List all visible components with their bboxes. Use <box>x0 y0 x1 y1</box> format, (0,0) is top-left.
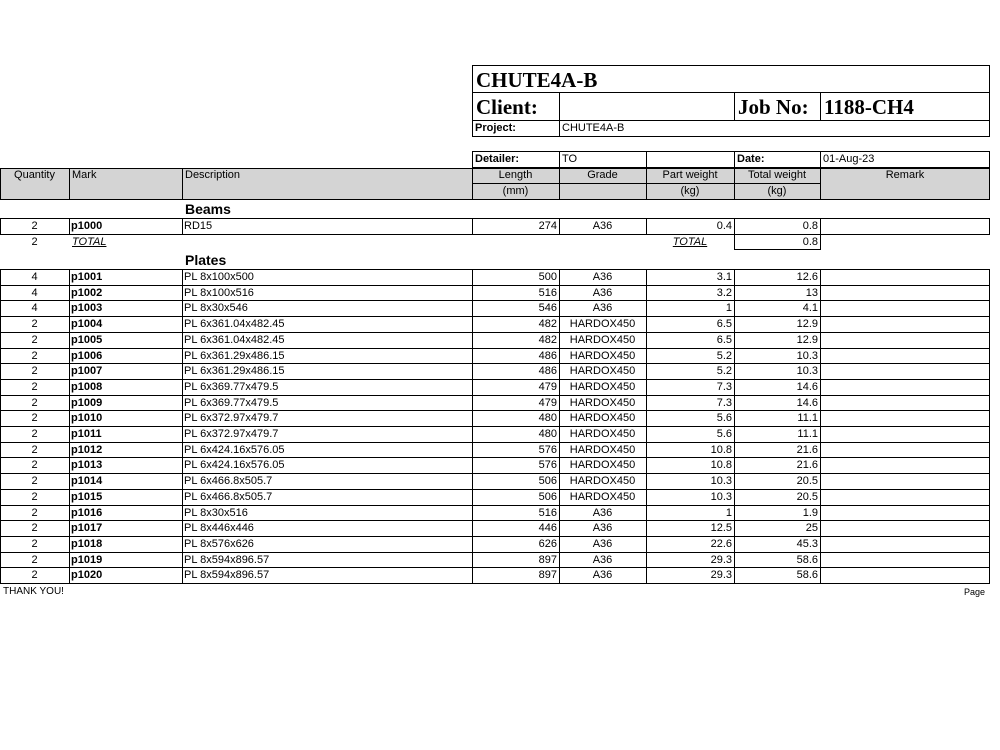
detailer-vline-2 <box>646 151 647 168</box>
cell-pw: 1 <box>725 506 732 519</box>
cell-length: 546 <box>538 302 557 315</box>
cell-tw: 4.1 <box>802 302 818 315</box>
cell-desc: PL 6x361.29x486.15 <box>184 349 285 362</box>
col-header-total-weight-unit: (kg) <box>767 185 787 197</box>
cell-length: 897 <box>538 569 557 582</box>
cell-mark: p1015 <box>71 490 103 503</box>
cell-pw: 7.3 <box>716 396 732 409</box>
cell-length: 480 <box>538 412 557 425</box>
beams-col-divider <box>820 218 821 235</box>
cell-mark: p1002 <box>71 286 103 299</box>
cell-qty: 2 <box>31 506 38 519</box>
cell-tw: 12.9 <box>796 333 818 346</box>
client-vline <box>559 92 560 136</box>
cell-qty: 2 <box>31 318 38 331</box>
cell-grade: A36 <box>592 286 613 299</box>
cell-pw: 10.3 <box>710 490 732 503</box>
cell-tw: 21.6 <box>796 443 818 456</box>
cell-grade: A36 <box>592 569 613 582</box>
cell-qty: 2 <box>31 428 38 440</box>
cell-mark: p1012 <box>71 443 103 456</box>
cell-desc: PL 8x100x516 <box>184 286 254 299</box>
cell-pw: 12.5 <box>710 522 732 535</box>
cell-mark: p1018 <box>71 537 103 550</box>
cell-pw: 10.8 <box>710 459 732 472</box>
cell-mark: p1006 <box>71 349 103 362</box>
cell-pw: 3.2 <box>716 286 732 299</box>
cell-desc: PL 6x361.29x486.15 <box>184 365 285 378</box>
cell-length: 480 <box>538 428 557 440</box>
client-label: Client: <box>476 95 538 119</box>
footer-page: Page <box>964 587 986 597</box>
project-divider <box>472 136 990 137</box>
cell-pw: 5.2 <box>716 349 732 362</box>
cell-tw: 1.9 <box>802 506 818 519</box>
footer-thank-you: THANK YOU! <box>3 586 64 597</box>
cell-pw: 29.3 <box>710 553 732 566</box>
cell-grade: HARDOX450 <box>569 412 636 425</box>
cell-qty: 2 <box>31 490 38 503</box>
cell-pw: 1 <box>725 302 732 315</box>
cell-tw: 12.6 <box>796 271 818 283</box>
cell-mark: p1011 <box>71 428 102 440</box>
document-title: CHUTE4A-B <box>476 68 598 92</box>
beams-total-label-2: TOTAL <box>672 236 708 248</box>
jobno-vline-left <box>734 92 735 120</box>
cell-pw: 10.3 <box>710 475 732 488</box>
cell-grade: HARDOX450 <box>569 380 636 393</box>
cell-tw: 20.5 <box>796 475 818 488</box>
cell-qty: 4 <box>31 271 38 283</box>
cell-grade: A36 <box>592 553 613 566</box>
cell-grade: HARDOX450 <box>569 396 636 409</box>
job-no-label: Job No: <box>738 95 809 119</box>
cell-length: 486 <box>538 349 557 362</box>
cell-qty: 2 <box>31 522 38 535</box>
cell-qty: 2 <box>31 459 38 472</box>
cell-grade: HARDOX450 <box>569 333 636 346</box>
cell-desc: RD15 <box>184 220 213 232</box>
cell-grade: HARDOX450 <box>569 318 636 331</box>
project-value: CHUTE4A-B <box>562 122 625 134</box>
cell-length: 479 <box>538 380 557 393</box>
date-value: 01-Aug-23 <box>823 153 875 165</box>
cell-qty: 2 <box>31 396 38 409</box>
cell-desc: PL 6x369.77x479.5 <box>184 396 279 409</box>
cell-desc: PL 8x30x546 <box>184 302 248 315</box>
cell-pw: 5.6 <box>716 428 732 440</box>
cell-length: 482 <box>538 333 557 346</box>
cell-mark: p1000 <box>71 220 103 232</box>
cell-desc: PL 6x424.16x576.05 <box>184 459 285 472</box>
cell-mark: p1005 <box>71 333 103 346</box>
cell-pw: 3.1 <box>716 271 732 283</box>
col-header-length: Length <box>498 169 533 181</box>
cell-length: 897 <box>538 553 557 566</box>
cell-desc: PL 6x466.8x505.7 <box>184 490 273 503</box>
cell-mark: p1016 <box>71 506 103 519</box>
cell-tw: 10.3 <box>796 365 818 378</box>
col-header-grade: Grade <box>587 169 618 181</box>
cell-grade: HARDOX450 <box>569 428 636 440</box>
cell-pw: 10.8 <box>710 443 732 456</box>
detailer-vline-4 <box>820 151 821 168</box>
detailer-row <box>472 151 990 168</box>
col-header-part-weight: Part weight <box>662 169 718 181</box>
col-header-quantity: Quantity <box>14 169 55 181</box>
cell-mark: p1007 <box>71 365 103 378</box>
cell-pw: 5.2 <box>716 365 732 378</box>
cell-desc: PL 6x369.77x479.5 <box>184 380 279 393</box>
cell-tw: 11.1 <box>797 428 818 440</box>
cell-tw: 11.1 <box>797 412 818 425</box>
cell-mark: p1013 <box>71 459 103 472</box>
col-header-remark: Remark <box>885 169 925 181</box>
detailer-value: TO <box>562 153 578 165</box>
cell-length: 576 <box>538 443 557 456</box>
cell-qty: 4 <box>31 286 38 299</box>
cell-tw: 21.6 <box>796 459 818 472</box>
cell-mark: p1001 <box>71 271 103 283</box>
cell-desc: PL 8x594x896.57 <box>184 553 270 566</box>
cell-grade: HARDOX450 <box>569 365 636 378</box>
cell-length: 486 <box>538 365 557 378</box>
beams-total-weight: 0.8 <box>802 236 818 248</box>
cell-grade: A36 <box>592 220 613 232</box>
detailer-vline-3 <box>734 151 735 168</box>
cell-qty: 2 <box>31 537 38 550</box>
col-header-part-weight-unit: (kg) <box>680 185 700 197</box>
beams-total-label: TOTAL <box>72 236 107 248</box>
cell-grade: A36 <box>592 522 613 535</box>
cell-qty: 2 <box>31 349 38 362</box>
cell-length: 446 <box>538 522 557 535</box>
cell-mark: p1017 <box>71 522 103 535</box>
cell-length: 516 <box>538 286 557 299</box>
cell-grade: A36 <box>592 537 613 550</box>
col-header-description: Description <box>185 169 241 181</box>
cell-length: 274 <box>538 220 557 232</box>
cell-tw: 25 <box>805 522 818 535</box>
cell-qty: 2 <box>31 553 38 566</box>
cell-qty: 2 <box>31 365 38 378</box>
jobno-vline-right <box>820 92 821 120</box>
cell-tw: 14.6 <box>796 396 818 409</box>
cell-tw: 13 <box>805 286 818 299</box>
cell-length: 516 <box>538 506 557 519</box>
cell-qty: 2 <box>31 412 38 425</box>
cell-pw: 7.3 <box>716 380 732 393</box>
cell-length: 626 <box>538 537 557 550</box>
col-header-mark: Mark <box>72 169 97 181</box>
cell-desc: PL 8x594x896.57 <box>184 569 270 582</box>
cell-grade: HARDOX450 <box>569 443 636 456</box>
cell-length: 506 <box>538 490 557 503</box>
cell-grade: A36 <box>592 302 613 315</box>
cell-grade: A36 <box>592 271 613 283</box>
section-title-beams: Beams <box>185 201 231 217</box>
cell-desc: PL 8x576x626 <box>184 537 254 550</box>
cell-qty: 2 <box>31 220 38 232</box>
cell-desc: PL 8x446x446 <box>184 522 254 535</box>
cell-mark: p1009 <box>71 396 103 409</box>
cell-mark: p1019 <box>71 553 103 566</box>
cell-qty: 2 <box>31 475 38 488</box>
date-label: Date: <box>737 153 765 165</box>
cell-mark: p1003 <box>71 302 103 315</box>
cell-grade: A36 <box>592 506 613 519</box>
cell-pw: 5.6 <box>716 412 732 425</box>
cell-mark: p1008 <box>71 380 103 393</box>
cell-desc: PL 8x100x500 <box>184 271 254 283</box>
cell-desc: PL 6x424.16x576.05 <box>184 443 285 456</box>
cell-mark: p1004 <box>71 318 103 331</box>
cell-tw: 45.3 <box>796 537 818 550</box>
cell-tw: 20.5 <box>796 490 818 503</box>
cell-pw: 29.3 <box>710 569 732 582</box>
cell-desc: PL 6x361.04x482.45 <box>184 318 285 331</box>
cell-pw: 22.6 <box>710 537 732 550</box>
detailer-label: Detailer: <box>475 153 520 165</box>
cell-desc: PL 6x372.97x479.7 <box>184 428 279 440</box>
cell-desc: PL 8x30x516 <box>184 506 248 519</box>
cell-tw: 0.8 <box>802 220 818 232</box>
cell-tw: 12.9 <box>796 318 818 331</box>
cell-pw: 0.4 <box>716 220 732 232</box>
cell-length: 479 <box>538 396 557 409</box>
cell-mark: p1020 <box>71 569 103 582</box>
cell-grade: HARDOX450 <box>569 475 636 488</box>
cell-desc: PL 6x372.97x479.7 <box>184 412 279 425</box>
cell-tw: 58.6 <box>796 553 818 566</box>
beams-total-qty: 2 <box>31 236 38 248</box>
cell-qty: 4 <box>31 302 38 315</box>
cell-grade: HARDOX450 <box>569 490 636 503</box>
cell-desc: PL 6x361.04x482.45 <box>184 333 285 346</box>
cell-length: 500 <box>538 271 557 283</box>
cell-mark: p1014 <box>71 475 103 488</box>
cell-mark: p1010 <box>71 412 103 425</box>
col-header-total-weight: Total weight <box>747 169 807 181</box>
cell-pw: 6.5 <box>716 333 732 346</box>
cell-qty: 2 <box>31 569 38 582</box>
cell-tw: 14.6 <box>796 380 818 393</box>
cell-length: 576 <box>538 459 557 472</box>
project-label: Project: <box>475 122 516 134</box>
cell-desc: PL 6x466.8x505.7 <box>184 475 273 488</box>
detailer-vline-1 <box>559 151 560 168</box>
cell-qty: 2 <box>31 380 38 393</box>
cell-qty: 2 <box>31 333 38 346</box>
cell-tw: 10.3 <box>796 349 818 362</box>
cell-length: 482 <box>538 318 557 331</box>
job-no-value: 1188-CH4 <box>824 95 914 119</box>
client-divider <box>472 120 990 121</box>
cell-length: 506 <box>538 475 557 488</box>
cell-grade: HARDOX450 <box>569 459 636 472</box>
section-title-plates: Plates <box>185 252 227 268</box>
cell-pw: 6.5 <box>716 318 732 331</box>
cell-grade: HARDOX450 <box>569 349 636 362</box>
cell-tw: 58.6 <box>796 569 818 582</box>
col-header-length-unit: (mm) <box>502 185 529 197</box>
cell-qty: 2 <box>31 443 38 456</box>
